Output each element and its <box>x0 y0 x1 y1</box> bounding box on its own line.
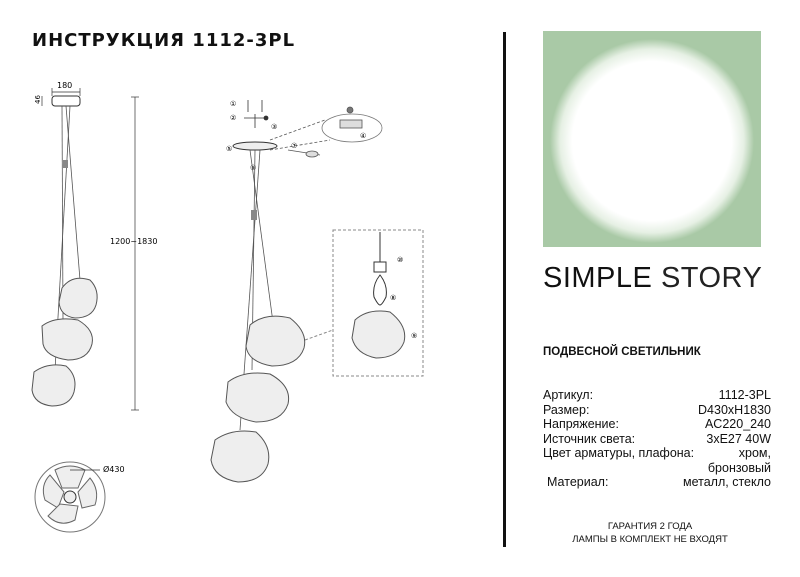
brand-part-1: SIMPLE <box>543 262 653 294</box>
vertical-divider <box>503 32 506 547</box>
spec-row <box>543 403 771 418</box>
spec-row <box>543 388 771 403</box>
bottom-view <box>35 462 105 532</box>
shades-left <box>32 278 97 406</box>
page-title: ИНСТРУКЦИЯ 1112-3PL <box>32 30 296 51</box>
spec-value: бронзовый <box>707 460 771 475</box>
spec-value: металл, стекло <box>683 475 771 489</box>
callout-9: ⑨ <box>411 332 418 340</box>
spec-label: Напряжение: <box>543 417 619 431</box>
cable-clip <box>63 160 68 168</box>
mount-detail <box>270 107 382 150</box>
cable-detail <box>288 150 320 157</box>
spec-value: D430xH1830 <box>698 402 771 417</box>
spec-label: Источник света: <box>543 431 636 446</box>
canopy-assembled <box>233 142 277 150</box>
callout-6: ⑥ <box>250 164 257 172</box>
callout-1: ① <box>230 100 237 108</box>
dim-diameter-label: Ø430 <box>103 465 125 474</box>
spec-label: Артикул: <box>543 388 594 402</box>
spec-value: AC220_240 <box>704 417 771 431</box>
callout-7: ⑦ <box>291 142 298 150</box>
dim-height <box>131 97 139 410</box>
spec-row <box>543 417 771 432</box>
dim-height-label: 1200~1830 <box>110 237 158 246</box>
specs-table <box>543 388 771 490</box>
product-image-panel <box>543 31 761 247</box>
product-type: ПОДВЕСНОЙ СВЕТИЛЬНИК <box>543 346 701 358</box>
spec-label: Цвет арматуры, плафона: <box>543 446 695 460</box>
callout-2: ② <box>230 114 237 122</box>
shades-middle <box>211 316 305 482</box>
cable-clip-2 <box>251 210 257 220</box>
spec-row <box>543 432 771 447</box>
footer-notes <box>560 520 740 546</box>
glow-circle-image <box>543 31 761 247</box>
spec-value: 1112-3PL <box>718 388 771 402</box>
dim-canopy-height-label: 46 <box>34 95 42 104</box>
spec-label: Материал: <box>547 475 609 489</box>
spec-value: хром, <box>738 446 771 460</box>
callout-10: ⑩ <box>397 256 404 264</box>
spec-row <box>543 461 771 476</box>
spec-row <box>543 446 771 461</box>
canopy <box>52 96 80 106</box>
brand-part-2: STORY <box>660 262 763 294</box>
callout-3: ③ <box>271 123 278 131</box>
callout-4: ④ <box>360 132 367 140</box>
warranty-note: ГАРАНТИЯ 2 ГОДА <box>607 521 693 532</box>
lamps-note: ЛАМПЫ В КОМПЛЕКТ НЕ ВХОДЯТ <box>572 534 728 545</box>
callout-8: ⑧ <box>390 294 397 302</box>
brand-logo <box>543 262 762 295</box>
bulb-detail <box>305 230 423 376</box>
dim-canopy-width-label: 180 <box>57 81 73 90</box>
assembly-parts <box>244 100 268 128</box>
spec-label: Размер: <box>543 402 590 417</box>
spec-row <box>543 475 771 490</box>
callout-5: ⑤ <box>226 145 233 153</box>
spec-value: 3xE27 40W <box>706 431 771 446</box>
